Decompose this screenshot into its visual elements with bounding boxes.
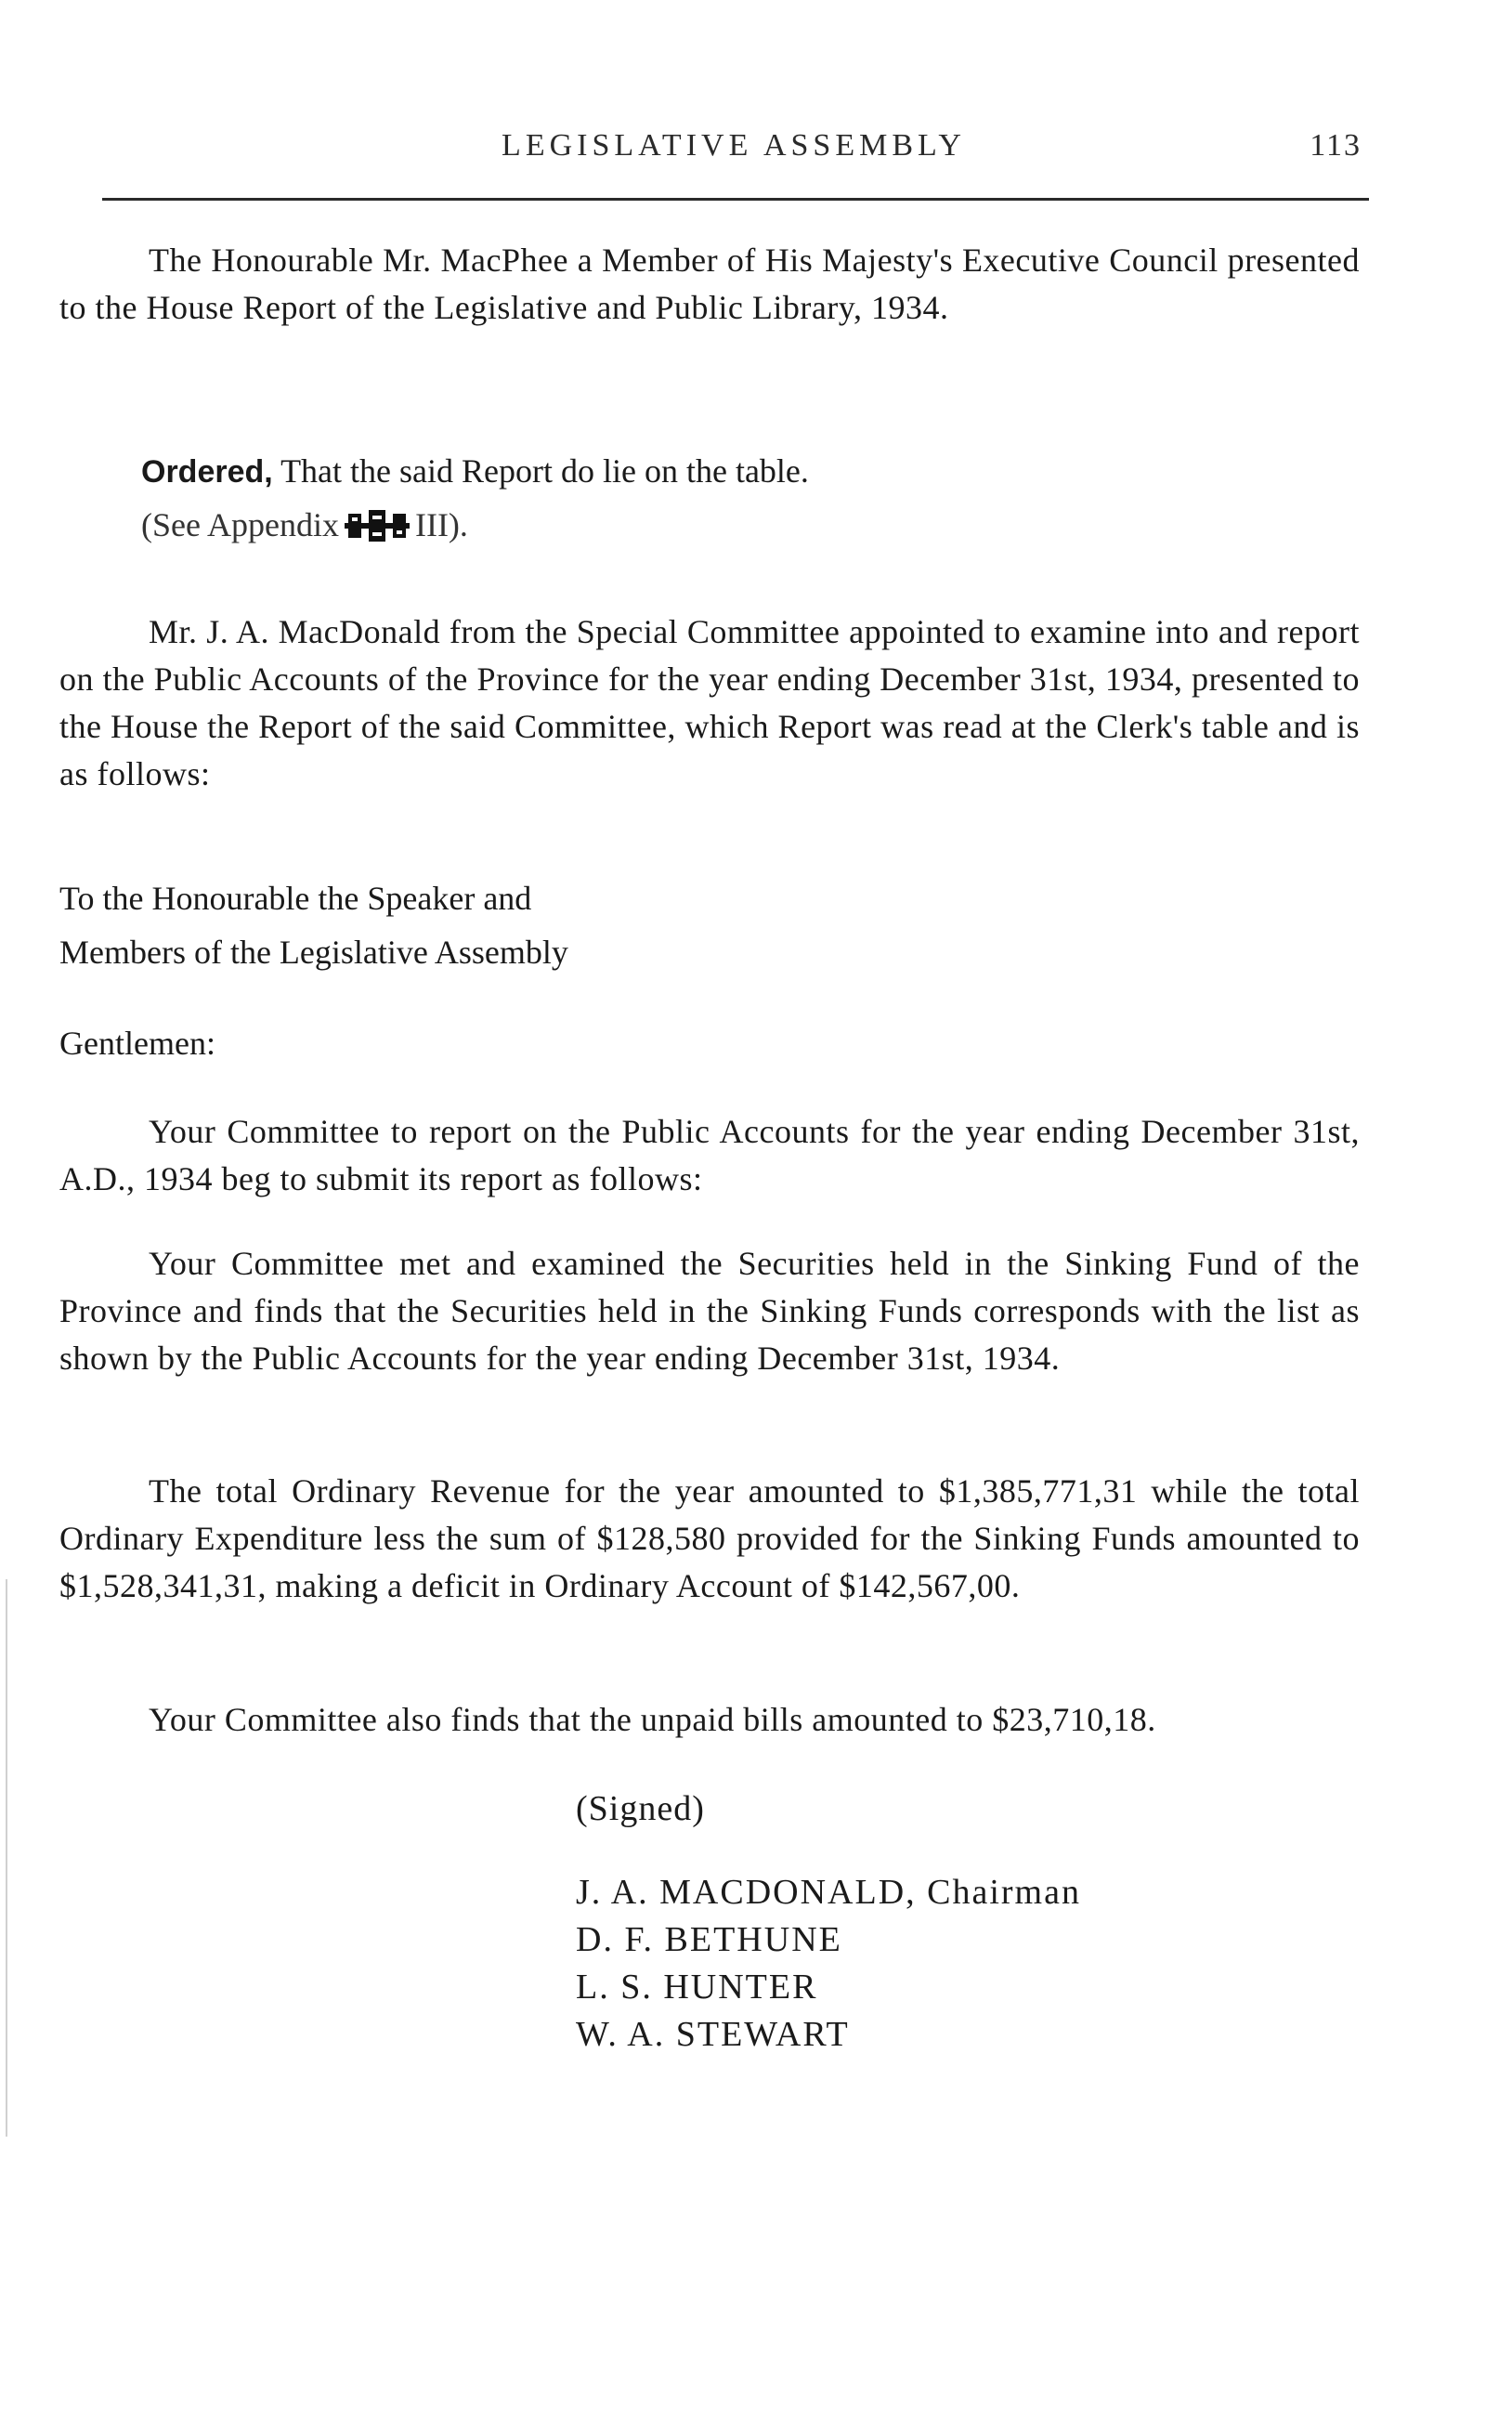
paragraph-securities: Your Committee met and examined the Securities held in the Sinking Fund of the Province and finds that the Securities held in the Sinking Funds corresponds with the list as shown by the Public Accounts for the year ending December 31st, 1934.	[59, 1245, 1360, 1377]
blotted-ornament-icon	[345, 508, 410, 543]
page-number: 113	[1310, 128, 1362, 163]
paragraph-unpaid-bills: Your Committee also finds that the unpaid bills amounted to $23,710,18.	[149, 1701, 1156, 1738]
address-line-2: Members of the Legislative Assembly	[59, 934, 568, 971]
salutation: Gentlemen:	[59, 1025, 215, 1062]
signatory-chairman: J. A. MACDONALD, Chairman	[576, 1873, 1081, 1912]
page-header	[102, 128, 1365, 175]
paragraph-submit-report: Your Committee to report on the Public Accounts for the year ending December 31st, A.D., 1934 beg to submit its report as follows:	[59, 1113, 1360, 1197]
address-line-1: To the Honourable the Speaker and	[59, 880, 532, 917]
appendix-before: (See Appendix	[141, 506, 339, 543]
signatory-4: W. A. STEWART	[576, 2015, 850, 2054]
ordered-label: Ordered,	[141, 454, 273, 490]
ordered-text: That the said Report do lie on the table.	[272, 452, 809, 490]
paragraph-revenue: The total Ordinary Revenue for the year amounted to $1,385,771,31 while the total Ordinary Expenditure less the sum of $128,580 provided for the Sinking Funds amounted to $1,528,341,31, making a deficit in Ordinary Account of $142,567,00.	[59, 1472, 1360, 1604]
paragraph-library-report: The Honourable Mr. MacPhee a Member of His Majesty's Executive Council presented to the House Report of the Legislative and Public Library, 1934.	[59, 242, 1360, 326]
signed-label: (Signed)	[576, 1789, 705, 1828]
running-title: LEGISLATIVE ASSEMBLY	[502, 128, 966, 163]
signatory-3: L. S. HUNTER	[576, 1968, 818, 2007]
signatory-2: D. F. BETHUNE	[576, 1920, 842, 1959]
scan-margin-shadow	[6, 1579, 7, 2137]
paragraph-committee-report: Mr. J. A. MacDonald from the Special Committee appointed to examine into and report on the Public Accounts of the Province for the year ending December 31st, 1934, presented to the House the Report of the said Committee, which Report was read at the Clerk's table and is as follows:	[59, 613, 1360, 792]
header-rule	[102, 198, 1369, 201]
appendix-reference	[59, 502, 1360, 549]
appendix-after: III).	[414, 506, 468, 543]
ordered-line	[59, 448, 1360, 496]
